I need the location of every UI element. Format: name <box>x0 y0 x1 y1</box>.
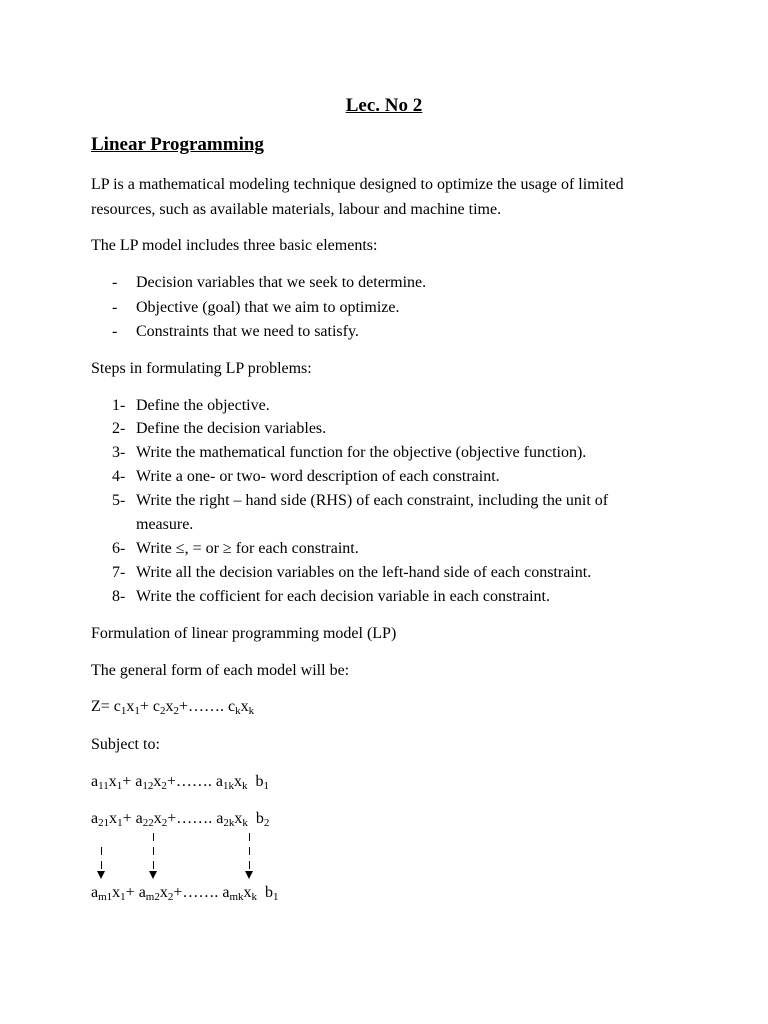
step-text: Write the right – hand side (RHS) of each constraint, including the unit of <box>136 492 609 509</box>
bullet-dash: - <box>112 299 118 316</box>
step-item <box>112 443 586 462</box>
step-text: Define the decision variables. <box>136 420 327 437</box>
step-text: Write the mathematical function for the objective (objective function). <box>136 444 587 461</box>
step-text: measure. <box>136 516 194 533</box>
constraint-row-1: $a_{11}x_1+$ $a_{12}x_2+\dots\dots$. $a_{1k}x_k$ $b_1$ <box>91 773 269 792</box>
bullet-item <box>112 273 426 292</box>
bullet-text: Objective (goal) that we aim to optimize. <box>136 299 400 316</box>
step-text: Write ≤, = or ≥ for each constraint. <box>136 540 359 557</box>
lecture-title-text: Lec. No 2 <box>345 95 423 116</box>
bullet-text: Decision variables that we seek to determine. <box>136 274 427 291</box>
intro-paragraph-line-2: resources, such as available materials, labour and machine time. <box>91 201 502 218</box>
step-item <box>112 515 193 534</box>
bullet-dash: - <box>112 323 118 340</box>
bullet-item <box>112 322 359 341</box>
bullet-item <box>112 298 399 317</box>
elements-intro: The LP model includes three basic elements: <box>91 237 378 254</box>
step-item <box>112 491 608 510</box>
step-text: Define the objective. <box>136 397 270 414</box>
intro-paragraph-line-1: LP is a mathematical modeling technique designed to optimize the usage of limited <box>91 176 624 193</box>
constraint-row-m: $a_{m1}x_1+$ $a_{m2}x_2+\dots\dots$. $a_{mk}x_k$ $b_1$ <box>91 884 279 903</box>
step-text: Write a one- or two- word description of each constraint. <box>136 468 500 485</box>
down-arrow-icon <box>101 833 103 879</box>
down-arrow-icon <box>153 833 155 879</box>
step-number: 2- <box>112 420 126 437</box>
step-item <box>112 563 591 582</box>
step-item <box>112 587 550 606</box>
formulation-heading: Formulation of linear programming model (LP) <box>91 625 397 642</box>
step-number: 3- <box>112 444 126 461</box>
step-number: 1- <box>112 397 126 414</box>
steps-intro: Steps in formulating LP problems: <box>91 360 312 377</box>
step-item <box>112 396 270 415</box>
step-item <box>112 419 326 438</box>
step-item <box>112 467 500 486</box>
bullet-dash: - <box>112 274 118 291</box>
step-number: 7- <box>112 564 126 581</box>
objective-function: $Z= c_1x_1+$ $c_2x_2+\dots\dots$. $c_kx_k$ <box>91 698 255 717</box>
general-form-text: The general form of each model will be: <box>91 662 350 679</box>
lecture-title <box>0 95 768 118</box>
down-arrow-icon <box>249 833 251 879</box>
step-number: 4- <box>112 468 126 485</box>
bullet-text: Constraints that we need to satisfy. <box>136 323 359 340</box>
step-item <box>112 539 359 558</box>
step-number: 8- <box>112 588 126 605</box>
subject-to-label: Subject to: <box>91 736 160 753</box>
step-number: 6- <box>112 540 126 557</box>
step-text: Write all the decision variables on the left-hand side of each constraint. <box>136 564 592 581</box>
step-text: Write the cofficient for each decision variable in each constraint. <box>136 588 550 605</box>
constraint-row-2: $a_{21}x_1+$ $a_{22}x_2+\dots\dots$. $a_{2k}x_k$ $b_2$ <box>91 810 270 829</box>
step-number: 5- <box>112 492 126 509</box>
section-heading: Linear Programming <box>91 134 264 155</box>
